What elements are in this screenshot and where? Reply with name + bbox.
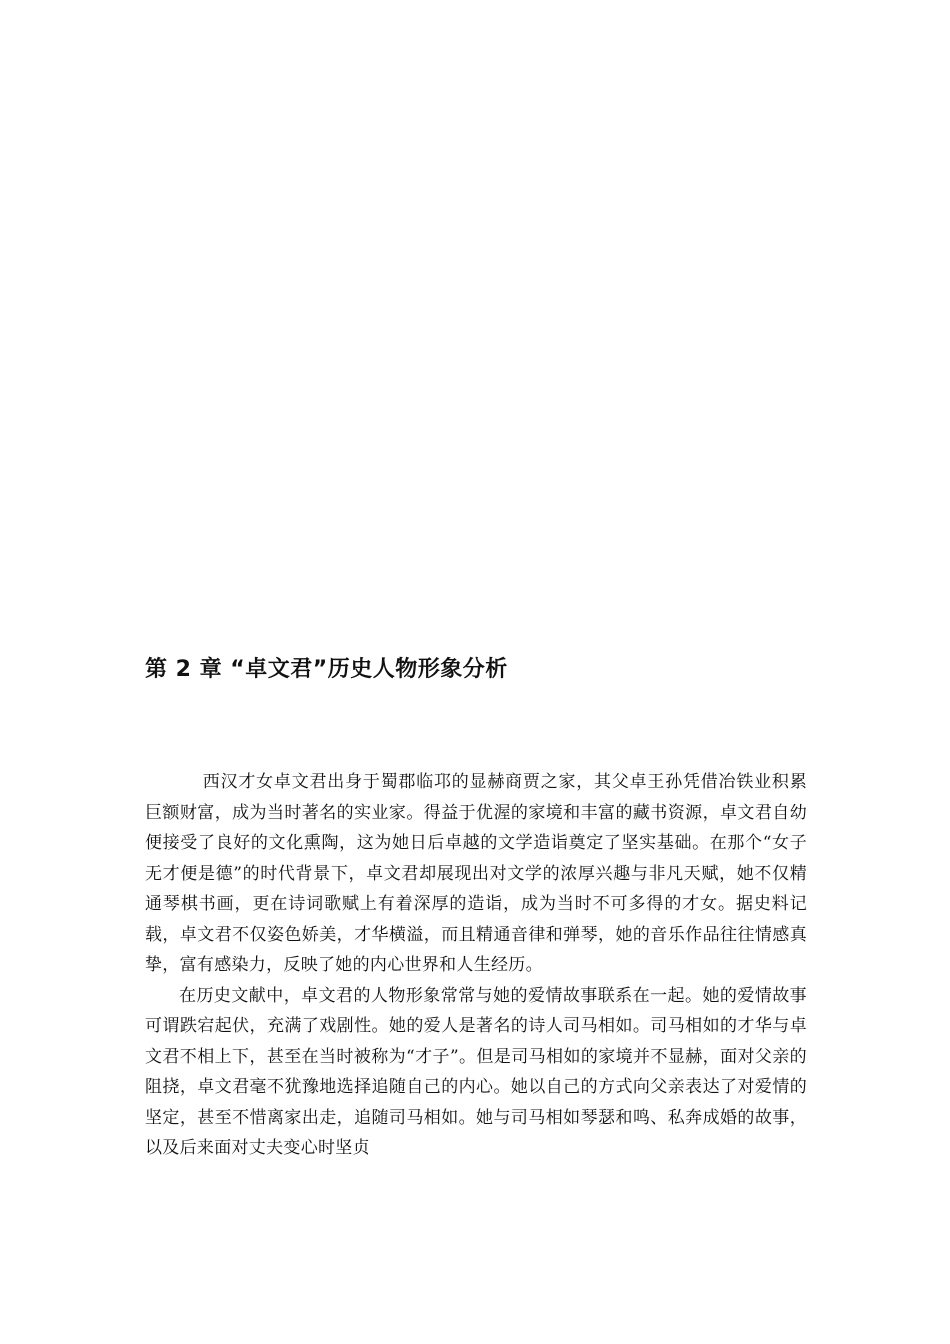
chapter-title: 第 2 章 “卓文君”历史人物形象分析	[145, 657, 508, 682]
paragraph-2: 在历史文献中，卓文君的人物形象常常与她的爱情故事联系在一起。她的爱情故事可谓跌宕起伏，充满了戏剧性。她的爱人是著名的诗人司马相如。司马相如的才华与卓文君不相上下，甚至在当时被称为“才子”。但是司马相如的家境并不显赫，面对父亲的阻挠，卓文君毫不犹豫地选择追随自己的内心。她以自己的方式向父亲表达了对爱情的坚定，甚至不惜离家出走，追随司马相如。她与司马相如琴瑟和鸣、私奔成婚的故事，以及后来面对丈夫变心时坚贞	[145, 985, 807, 1158]
body-text	[145, 767, 807, 1164]
paragraph-1: 西汉才女卓文君出身于蜀郡临邛的显赫商贾之家，其父卓王孙凭借冶铁业积累巨额财富，成为当时著名的实业家。得益于优渥的家境和丰富的藏书资源，卓文君自幼便接受了良好的文化熏陶，这为她日后卓越的文学造诣奠定了坚实基础。在那个“女子无才便是德”的时代背景下，卓文君却展现出对文学的浓厚兴趣与非凡天赋，她不仅精通琴棋书画，更在诗词歌赋上有着深厚的造诣，成为当时不可多得的才女。据史料记载，卓文君不仅姿色娇美，才华横溢，而且精通音律和弹琴，她的音乐作品往往情感真挚，富有感染力，反映了她的内心世界和人生经历。	[145, 772, 807, 975]
